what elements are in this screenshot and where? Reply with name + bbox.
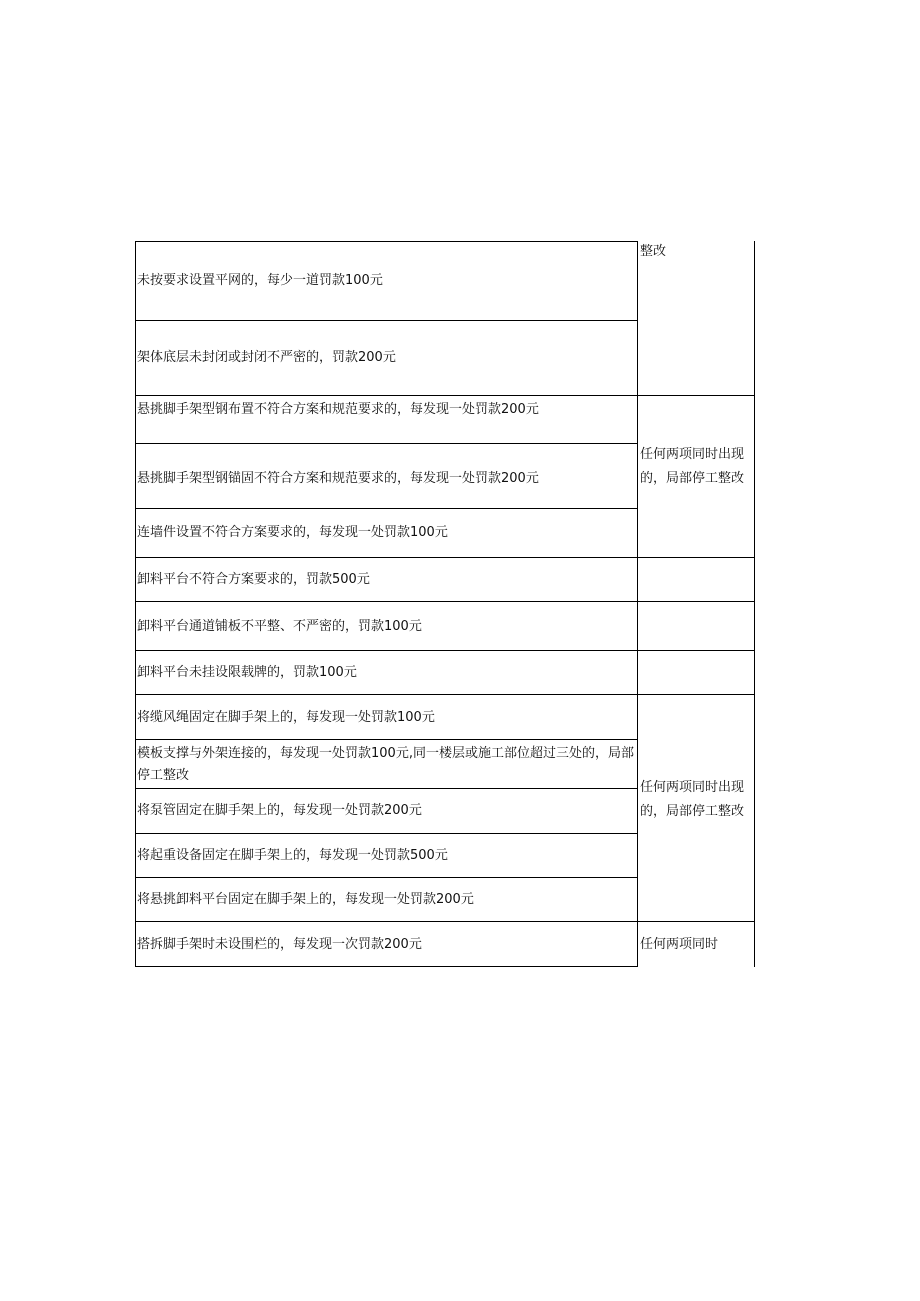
row-line — [135, 650, 755, 651]
table-cell-item: 悬挑脚手架型钢锚固不符合方案和规范要求的，每发现一处罚款200元 — [137, 471, 539, 486]
table-cell-item: 搭拆脚手架时未设围栏的，每发现一次罚款200元 — [137, 937, 422, 952]
row-line — [135, 694, 755, 695]
table-cell-item: 架体底层未封闭或封闭不严密的，罚款200元 — [137, 350, 396, 365]
row-line — [135, 601, 755, 602]
note-rectify: 整改 — [640, 244, 667, 259]
note-partial-stop: 任何两项同时 — [640, 937, 719, 952]
note-partial-stop: 任何两项同时出现的，局部停工整改 — [640, 447, 745, 486]
row-line — [135, 443, 638, 444]
table-cell-item: 卸料平台通道铺板不平整、不严密的，罚款100元 — [137, 619, 422, 634]
row-line — [135, 557, 755, 558]
row-line — [135, 788, 638, 789]
row-line — [135, 921, 755, 922]
table-cell-item: 卸料平台未挂设限载牌的，罚款100元 — [137, 665, 357, 680]
table-cell-item: 模板支撑与外架连接的，每发现一处罚款100元,同一楼层或施工部位超过三处的，局部停工整改 — [137, 746, 634, 783]
note-partial-stop: 任何两项同时出现的，局部停工整改 — [640, 780, 745, 819]
table-right-border — [754, 241, 755, 967]
row-line — [135, 877, 638, 878]
table-cell-item: 未按要求设置平网的，每少一道罚款100元 — [137, 273, 383, 288]
table-cell-item: 将缆风绳固定在脚手架上的，每发现一处罚款100元 — [137, 710, 435, 725]
row-line — [135, 966, 638, 967]
table-cell-item: 将泵管固定在脚手架上的，每发现一处罚款200元 — [137, 803, 422, 818]
table-cell-item: 将悬挑卸料平台固定在脚手架上的，每发现一处罚款200元 — [137, 892, 474, 907]
row-line — [135, 739, 638, 740]
table-cell-item: 将起重设备固定在脚手架上的，每发现一处罚款500元 — [137, 848, 448, 863]
row-line — [135, 395, 755, 396]
table-cell-item: 悬挑脚手架型钢布置不符合方案和规范要求的，每发现一处罚款200元 — [137, 402, 539, 417]
row-line — [135, 320, 638, 321]
table-left-border — [135, 241, 136, 967]
row-line — [135, 241, 638, 242]
row-line — [135, 833, 638, 834]
row-line — [135, 508, 638, 509]
table-cell-item: 连墙件设置不符合方案要求的，每发现一处罚款100元 — [137, 525, 448, 540]
table-column-divider — [637, 241, 638, 967]
table-cell-item: 卸料平台不符合方案要求的，罚款500元 — [137, 572, 370, 587]
